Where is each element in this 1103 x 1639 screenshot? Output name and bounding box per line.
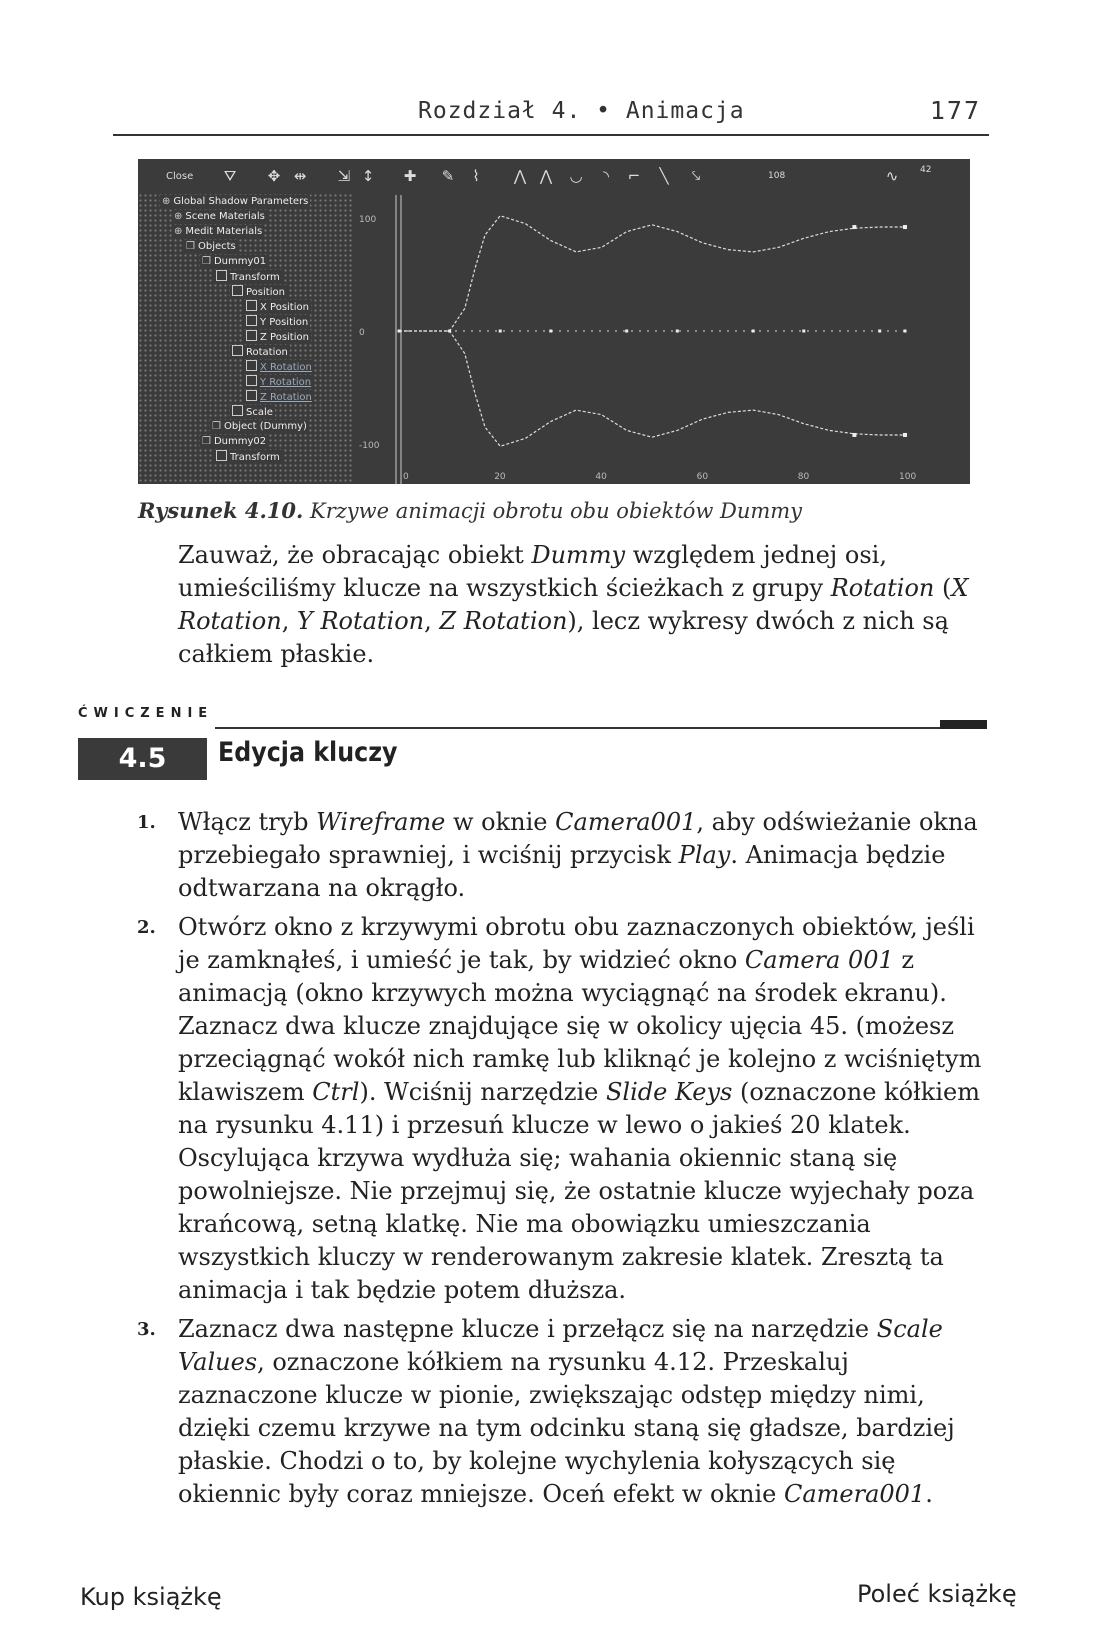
key-marker [903, 225, 907, 229]
key-marker [752, 330, 755, 333]
key-marker [852, 225, 856, 229]
x-rotation-curve [399, 216, 905, 331]
list-item [130, 1313, 990, 1511]
tree-item[interactable] [214, 450, 282, 464]
key-marker [903, 433, 907, 437]
recommend-book-link[interactable]: Poleć książkę [857, 1580, 1017, 1608]
tree-item[interactable] [200, 435, 268, 448]
figure-caption-text: Krzywe animacji obrotu obu obiektów Dummy [310, 499, 803, 523]
tree-item[interactable] [172, 210, 267, 223]
tree-item-label: Position [246, 287, 285, 298]
y-axis-label: -100 [359, 441, 380, 451]
tangent-fast-icon[interactable]: ◡ [569, 167, 583, 185]
tree-item[interactable] [230, 345, 290, 359]
x-axis-label: 80 [797, 472, 810, 482]
close-button[interactable]: Close [166, 171, 194, 182]
chapter-title: Rozdział 4. • Animacja [418, 98, 745, 124]
object-icon: ❒ [186, 241, 195, 252]
scale-values-icon[interactable]: ↕ [361, 167, 375, 185]
key-counter: 42 [920, 165, 932, 175]
add-keys-icon[interactable]: ✚ [403, 167, 417, 185]
tangent-custom-icon[interactable]: ⋀ [539, 167, 553, 185]
tree-item[interactable] [172, 225, 264, 238]
text-run: ( [934, 574, 952, 602]
tree-item-label: Y Position [260, 317, 309, 328]
slide-keys-icon[interactable]: ⇹ [293, 167, 307, 185]
track-icon [232, 405, 243, 416]
tree-item-label: Global Shadow Parameters [173, 196, 309, 207]
object-icon: ❒ [202, 436, 211, 447]
tangent-linear-icon[interactable]: ╲ [659, 167, 669, 185]
tree-item[interactable] [244, 375, 313, 389]
curve-editor-figure [138, 159, 970, 484]
y-axis-label: 100 [359, 215, 377, 225]
page-number: 177 [929, 96, 981, 125]
running-header [113, 96, 989, 136]
list-item [130, 806, 990, 905]
filter-icon[interactable]: ⛛ [223, 167, 237, 185]
track-icon [246, 330, 257, 341]
key-marker [398, 330, 401, 333]
exercise-label: ĆWICZENIE [78, 706, 214, 721]
text-run: z animacją (okno krzywych można wyciągnąć na środek ekranu). Zaznacz dwa klucze znajdujące się w okolicy ujęcia 45. (możesz przeciągnąć wokół nich ramkę lub kliknąć je kolejno z wciśniętym klawiszem [178, 946, 982, 1106]
key-marker [625, 330, 628, 333]
buy-book-link[interactable]: Kup książkę [80, 1583, 222, 1611]
text-run: Zaznacz dwa następne klucze i przełącz się na narzędzie [178, 1315, 877, 1343]
track-icon [246, 300, 257, 311]
x-axis-label: 60 [696, 472, 709, 482]
tree-item[interactable] [244, 330, 311, 344]
key-marker [549, 330, 552, 333]
tree-item-label: Objects [197, 241, 236, 252]
body-paragraph [178, 539, 978, 671]
text-run: Zauważ, że obracając obiekt [178, 541, 532, 569]
tree-item-label: Y Rotation [260, 377, 312, 388]
italic-term: Slide Keys [605, 1078, 733, 1106]
tree-item-label: Dummy01 [213, 256, 267, 267]
figure-caption [138, 498, 802, 523]
tree-item[interactable] [244, 360, 314, 374]
step-number: 3. [137, 1319, 156, 1340]
controller-tree [138, 193, 353, 484]
tree-item-label: Object (Dummy) [223, 421, 307, 432]
text-run: . [925, 1480, 933, 1508]
key-marker [499, 330, 502, 333]
tree-item-label: Transform [230, 452, 280, 463]
tree-item[interactable] [210, 420, 309, 433]
text-run: Włącz tryb [178, 808, 317, 836]
italic-term: X Rotation [178, 574, 969, 635]
text-run: , oznaczone kółkiem na rysunku 4.12. Przeskaluj zaznaczone klucze w pionie, zwiększając odstęp między nimi, dzięki czemu krzywe na tym odcinku staną się gładsze, bardziej płaskie. Chodzi o to, by kolejne wychylenia kołyszących się okiennic były coraz mniejsze. Oceń efekt w oknie [178, 1348, 955, 1508]
curve-icon[interactable]: ∿ [885, 167, 899, 185]
scale-keys-icon[interactable]: ⇲ [337, 167, 351, 185]
tree-item[interactable] [230, 405, 275, 419]
figure-label: Rysunek 4.10. [138, 498, 304, 523]
text-run: , aby odświeżanie okna przebiegało sprawniej, i wciśnij przycisk [178, 808, 978, 869]
text-run: . Animacja będzie odtwarzana na okrągło. [178, 841, 946, 902]
tree-item-label: Rotation [246, 347, 288, 358]
tangent-smooth-icon[interactable]: ⤥ [691, 167, 701, 185]
key-marker [852, 433, 856, 437]
text-run: (oznaczone kółkiem na rysunku 4.11) i przesuń klucze w lewo o jakieś 20 klatek. Oscylująca krzywa wydłuża się; wahania okiennic staną się powolniejsze. Nie przejmuj się, że ostatnie klucze wyjechały poza krańcową, setną klatkę. Nie ma obowiązku umieszczania wszystkich kluczy w renderowanym zakresie klatek. Zresztą ta animacja i tak będzie potem dłuższa. [178, 1078, 980, 1304]
tree-item-label: X Position [260, 302, 309, 313]
track-icon [232, 345, 243, 356]
move-keys-icon[interactable]: ✥ [267, 167, 281, 185]
italic-term: Camera 001 [744, 946, 894, 974]
x-axis-label: 100 [899, 472, 917, 482]
x-axis-label: 0 [403, 472, 409, 482]
key-marker [904, 330, 907, 333]
tree-item[interactable] [200, 255, 268, 268]
italic-term: Camera001 [783, 1480, 926, 1508]
exercise-number: 4.5 [78, 738, 207, 780]
steps-list [130, 806, 990, 1517]
tree-item-label: Z Position [260, 332, 309, 343]
text-run: Otwórz okno z krzywymi obrotu obu zaznaczonych obiektów, jeśli je zamknąłeś, i umieść je tak, by widzieć okno [178, 913, 975, 974]
text-run: w oknie [445, 808, 556, 836]
track-icon [232, 285, 243, 296]
expand-icon: ⊕ [174, 226, 183, 237]
tree-item-label: X Rotation [260, 362, 312, 373]
track-icon [216, 450, 227, 461]
italic-term: Play [678, 841, 731, 869]
draw-curves-icon[interactable]: ✎ [441, 167, 455, 185]
track-icon [246, 360, 257, 371]
tree-item-label: Transform [230, 272, 280, 283]
track-icon [216, 270, 227, 281]
key-marker [802, 330, 805, 333]
tree-item-label: Scale [246, 407, 273, 418]
italic-term: Dummy [531, 541, 626, 569]
x-axis-label: 20 [494, 472, 506, 482]
key-marker [676, 330, 679, 333]
italic-term: Scale Values [178, 1315, 943, 1376]
expand-icon: ⊕ [174, 211, 183, 222]
tree-item-label: Scene Materials [185, 211, 265, 222]
function-curves-graph[interactable] [353, 193, 970, 484]
tree-item[interactable] [244, 390, 314, 404]
x-axis-label: 40 [595, 472, 607, 482]
tree-item-label: Z Rotation [260, 392, 312, 403]
tangent-step-icon[interactable]: ⌐ [627, 167, 641, 185]
italic-term: Y Rotation [296, 607, 425, 635]
exercise-rule-tab [940, 720, 987, 729]
italic-term: Z Rotation [439, 607, 568, 635]
tree-item[interactable] [230, 285, 287, 299]
tangent-slow-icon[interactable]: ◝ [603, 167, 609, 185]
text-run: , [424, 607, 440, 635]
tree-item-label: Medit Materials [185, 226, 263, 237]
object-icon: ❒ [202, 256, 211, 267]
text-run: względem jednej osi, umieściliśmy klucze na wszystkich ścieżkach z grupy [178, 541, 887, 602]
frame-field[interactable]: 108 [768, 171, 786, 181]
text-run: ). Wciśnij narzędzie [359, 1078, 606, 1106]
tree-item[interactable] [244, 300, 311, 314]
track-icon [246, 375, 257, 386]
track-icon [246, 315, 257, 326]
tangent-auto-icon[interactable]: ⋀ [513, 167, 527, 185]
tree-item[interactable] [244, 315, 310, 329]
step-number: 1. [137, 812, 156, 833]
track-icon [246, 390, 257, 401]
tree-item-label: Dummy02 [213, 436, 267, 447]
italic-term: Rotation [830, 574, 935, 602]
z-rotation-curve [399, 331, 905, 446]
text-run: ), lecz wykresy dwóch z nich są całkiem płaskie. [178, 607, 949, 668]
tree-item[interactable] [160, 195, 310, 208]
italic-term: Wireframe [316, 808, 446, 836]
key-marker [878, 330, 881, 333]
tree-item[interactable] [214, 270, 282, 284]
tree-item[interactable] [184, 240, 238, 253]
object-icon: ❒ [212, 421, 221, 432]
text-run: , [281, 607, 297, 635]
exercise-title: Edycja kluczy [218, 737, 398, 768]
list-item [130, 911, 990, 1307]
reduce-keys-icon[interactable]: ⌇ [472, 167, 480, 185]
expand-icon: ⊕ [162, 196, 171, 207]
curve-editor-toolbar [138, 159, 970, 193]
italic-term: Camera001 [555, 808, 697, 836]
italic-term: Ctrl [312, 1078, 360, 1106]
exercise-rule [215, 727, 987, 729]
y-axis-label: 0 [359, 328, 365, 338]
step-number: 2. [137, 917, 156, 938]
key-marker [448, 330, 451, 333]
